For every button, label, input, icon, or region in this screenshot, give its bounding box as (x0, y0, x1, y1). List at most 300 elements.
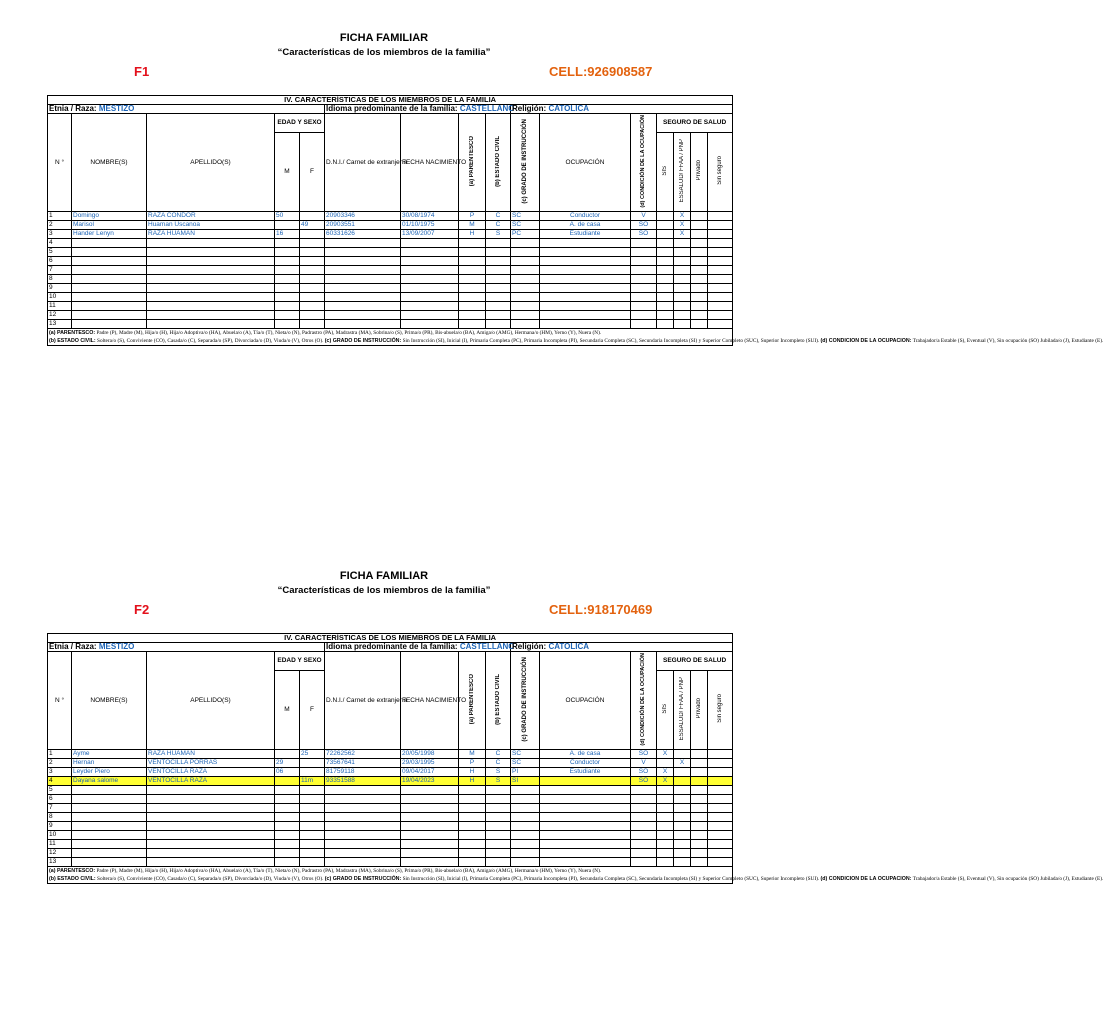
cell-apellido (147, 257, 275, 266)
cell-ess (674, 777, 691, 786)
cell-sin (708, 831, 733, 840)
cell-civ: S (486, 230, 511, 239)
cell-apellido: Huaman Uscanoa (147, 221, 275, 230)
cell-ocu (540, 831, 631, 840)
section-banner: IV. CARACTERÍSTICAS DE LOS MIEMBROS DE LA FAMILIA (48, 634, 733, 643)
cell-sis (657, 822, 674, 831)
header-sin-seguro: Sin seguro (716, 156, 723, 185)
cell-sis (657, 840, 674, 849)
cell-pri (691, 795, 708, 804)
cell-nombre: Ayme (72, 750, 147, 759)
cell-gra (511, 239, 540, 248)
cell-par (459, 822, 486, 831)
cell-par (459, 795, 486, 804)
cell-sin (708, 750, 733, 759)
cell-sis (657, 239, 674, 248)
cell-pri (691, 813, 708, 822)
cell-nombre: Marisol (72, 221, 147, 230)
cell-n: 13 (48, 320, 72, 329)
cell-cond (631, 293, 657, 302)
cell-cond (631, 858, 657, 867)
cell-gra (511, 804, 540, 813)
cell-gra: SC (511, 750, 540, 759)
cell-m (275, 822, 300, 831)
cell-par (459, 302, 486, 311)
cell-nombre: Leyder Piero (72, 768, 147, 777)
form-code: F1 (134, 64, 150, 79)
cell-cond (631, 840, 657, 849)
cell-cond (631, 786, 657, 795)
cell-n: 6 (48, 257, 72, 266)
cell-sis (657, 257, 674, 266)
cell-n: 8 (48, 275, 72, 284)
cell-dni: 60331626 (325, 230, 401, 239)
table-row (48, 212, 733, 221)
cell-sis (657, 759, 674, 768)
legend: (a) PARENTESCO: Padre (P), Madre (M), Hija/o (H), Hija/o Adoptiva/o (HA), Abuela/o (A), Tía/o (T), Nieta/o (N), Padrastro (PA), Madrastra (MA), Sobrina/o (S), Prima/o (PR), Bis-abuela/o (BA), Amiga/o (AMG), Hermana/o (HM), Yerno (Y), Nuera (N). (b) ESTADO CIVIL: Soltera/o (S), Conviviente (CO), Casada/o (C), Separada/o (SP), Divorciada/o (D), Viuda/o (V), Otros (O). (c) GRADO DE INSTRUCCIÓN: Sin Instrucción (SI), Inicial (I), Primaria Completa (PC), Primaria Incompleta (PI), Secundaria Completa (SC), Secundaria Incompleta (SI) y Superior Completo (SUC), Superior Incompleto (SUI). (d) CONDICION DE LA OCUPACION: Trabajador/a Estable (S), Eventual (V), Sin ocupación (SO) Jubilada/o (J), Estudiante (E). (49, 868, 1103, 882)
header-dni: D.N.I./ Carnet de extranjería (325, 114, 401, 212)
cell-sin (708, 239, 733, 248)
table-row (48, 239, 733, 248)
table-row (48, 795, 733, 804)
cell-par: P (459, 759, 486, 768)
cell-dni (325, 239, 401, 248)
header-privado: Privado (695, 160, 702, 181)
cell-sis (657, 221, 674, 230)
cell-civ: S (486, 768, 511, 777)
cell-pri (691, 822, 708, 831)
cell-ess (674, 858, 691, 867)
cell-ess (674, 822, 691, 831)
cell-apellido (147, 320, 275, 329)
header-parentesco: (a) PARENTESCO (468, 673, 475, 725)
cell-sis (657, 813, 674, 822)
cell-pri (691, 777, 708, 786)
cell-ocu (540, 840, 631, 849)
cell-apellido (147, 275, 275, 284)
cell-pri (691, 239, 708, 248)
cell-civ: C (486, 759, 511, 768)
cell-ess: X (674, 221, 691, 230)
cell-ocu: A. de casa (540, 750, 631, 759)
cell-sis: X (657, 750, 674, 759)
cell-civ (486, 831, 511, 840)
cell-f (300, 768, 325, 777)
cell-dni (325, 293, 401, 302)
cell-gra (511, 858, 540, 867)
cell-f (300, 813, 325, 822)
cell-fecha (401, 858, 459, 867)
cell-par: H (459, 230, 486, 239)
cell-gra (511, 822, 540, 831)
cell-dni (325, 320, 401, 329)
members-table (47, 95, 1103, 346)
form-subtitle: “Características de los miembros de la familia” (277, 47, 491, 58)
cell-par (459, 275, 486, 284)
cell-civ: C (486, 750, 511, 759)
cell-fecha (401, 257, 459, 266)
cell-ess (674, 311, 691, 320)
cell-gra: SI (511, 777, 540, 786)
header-essalud: ESSALUD/ FFAA / PNP (678, 138, 685, 203)
cell-sin (708, 804, 733, 813)
cell-pri (691, 311, 708, 320)
cell-ocu (540, 813, 631, 822)
idioma-field: Idioma predominante de la familia: CASTELLANO (326, 642, 515, 651)
cell-nombre (72, 858, 147, 867)
header-n: N ° (48, 114, 72, 212)
cell-f (300, 849, 325, 858)
cell-apellido: RAZA CONDOR (147, 212, 275, 221)
cell-m (275, 849, 300, 858)
table-row (48, 293, 733, 302)
religion-field: Religión: CATOLICA (511, 643, 733, 652)
cell-nombre (72, 822, 147, 831)
cell-dni: 81759118 (325, 768, 401, 777)
cell-sis: X (657, 768, 674, 777)
idioma-value: CASTELLANO (459, 642, 515, 651)
cell-apellido: VENTOCILLA RAZA (147, 768, 275, 777)
cell-cond (631, 822, 657, 831)
cell-gra (511, 248, 540, 257)
cell-ess (674, 275, 691, 284)
cell-m (275, 804, 300, 813)
cell-sin (708, 813, 733, 822)
cell-par (459, 248, 486, 257)
cell-ess (674, 786, 691, 795)
cell-par (459, 786, 486, 795)
cell-par (459, 266, 486, 275)
cell-ess (674, 284, 691, 293)
cell-ocu (540, 849, 631, 858)
religion-value: CATOLICA (548, 104, 590, 113)
cell-f (300, 786, 325, 795)
cell-n: 11 (48, 302, 72, 311)
cell-sin (708, 302, 733, 311)
cell-n: 13 (48, 858, 72, 867)
cell-ess (674, 320, 691, 329)
cell-cond (631, 257, 657, 266)
header-condicion: (d) CONDICIÓN DE LA OCUPACIÓN (640, 114, 646, 208)
cell-m (275, 858, 300, 867)
cell-sis (657, 804, 674, 813)
cell-sis (657, 302, 674, 311)
cell-ocu (540, 804, 631, 813)
cell-f (300, 320, 325, 329)
cell-f (300, 212, 325, 221)
cell-n: 8 (48, 813, 72, 822)
cell-civ (486, 320, 511, 329)
cell-sin (708, 293, 733, 302)
cell-fecha: 09/04/2017 (401, 768, 459, 777)
cell-sis (657, 849, 674, 858)
cell-apellido: RAZA HUAMAN (147, 750, 275, 759)
header-privado: Privado (695, 698, 702, 719)
cell-sin (708, 849, 733, 858)
cell-ess (674, 248, 691, 257)
etnia-field: Etnia / Raza: MESTIZO (48, 643, 325, 652)
header-ocupacion: OCUPACIÓN (540, 652, 631, 750)
cell-gra (511, 831, 540, 840)
cell-f (300, 275, 325, 284)
table-row (48, 759, 733, 768)
cell-nombre (72, 786, 147, 795)
cell-pri (691, 804, 708, 813)
table-row (48, 266, 733, 275)
cell-gra (511, 311, 540, 320)
cell-sis (657, 230, 674, 239)
cell-n: 5 (48, 248, 72, 257)
header-seguro: SEGURO DE SALUD (657, 652, 733, 671)
cell-par (459, 804, 486, 813)
cell-ess: X (674, 230, 691, 239)
cell-civ (486, 302, 511, 311)
cell-f (300, 230, 325, 239)
cell-sin (708, 311, 733, 320)
idioma-field: Idioma predominante de la familia: CASTELLANO (326, 104, 515, 113)
cell-nombre (72, 248, 147, 257)
members-table (47, 633, 1103, 884)
cell-ess (674, 302, 691, 311)
cell-civ (486, 840, 511, 849)
cell-sis (657, 311, 674, 320)
cell-par (459, 293, 486, 302)
cell-sin (708, 257, 733, 266)
cell-par (459, 320, 486, 329)
cell-fecha (401, 804, 459, 813)
cell-dni (325, 831, 401, 840)
cell-civ (486, 849, 511, 858)
cell-sis (657, 831, 674, 840)
cell-cond (631, 320, 657, 329)
cell-m (275, 831, 300, 840)
cell-sis (657, 320, 674, 329)
cell-dni: 73567641 (325, 759, 401, 768)
cell-gra (511, 266, 540, 275)
header-sin-seguro: Sin seguro (716, 694, 723, 723)
form-subtitle: “Características de los miembros de la familia” (277, 585, 491, 596)
cell-ocu (540, 777, 631, 786)
cell-sis (657, 284, 674, 293)
cell-n: 7 (48, 804, 72, 813)
cell-nombre (72, 257, 147, 266)
cell-gra: SC (511, 212, 540, 221)
cell-ocu (540, 275, 631, 284)
cell-gra (511, 293, 540, 302)
header-m: M (275, 133, 300, 212)
cell-ocu: A. de casa (540, 221, 631, 230)
cell-fecha (401, 795, 459, 804)
cell-ocu (540, 257, 631, 266)
cell-apellido (147, 293, 275, 302)
cell-f (300, 759, 325, 768)
cell-sis (657, 248, 674, 257)
cell-sin (708, 759, 733, 768)
header-apellido: APELLIDO(S) (147, 114, 275, 212)
cell-sis (657, 795, 674, 804)
header-nombre: NOMBRE(S) (72, 114, 147, 212)
cell-dni (325, 302, 401, 311)
cell-dni (325, 284, 401, 293)
cell-pri (691, 275, 708, 284)
cell-ocu (540, 311, 631, 320)
cell-dni (325, 266, 401, 275)
form-title: FICHA FAMILIAR (339, 570, 429, 582)
cell-ocu (540, 858, 631, 867)
header-estado-civil: (b) ESTADO CIVIL (494, 673, 501, 725)
cell-dni (325, 858, 401, 867)
cell-ess (674, 239, 691, 248)
cell-dni (325, 257, 401, 266)
cell-dni (325, 795, 401, 804)
cell-sin (708, 768, 733, 777)
cell-f (300, 840, 325, 849)
cell-gra (511, 849, 540, 858)
cell-ess (674, 840, 691, 849)
cell-fecha: 20/05/1998 (401, 750, 459, 759)
cell-cond: V (631, 759, 657, 768)
cell-nombre (72, 795, 147, 804)
cell-ocu: Conductor (540, 759, 631, 768)
cell-cond: SO (631, 777, 657, 786)
cell-pri (691, 230, 708, 239)
cell-civ (486, 804, 511, 813)
cell-nombre: Dayana salome (72, 777, 147, 786)
cell-sin (708, 777, 733, 786)
header-condicion: (d) CONDICIÓN DE LA OCUPACIÓN (640, 652, 646, 746)
cell-m (275, 275, 300, 284)
legend: (a) PARENTESCO: Padre (P), Madre (M), Hija/o (H), Hija/o Adoptiva/o (HA), Abuela/o (A), Tía/o (T), Nieta/o (N), Padrastro (PA), Madrastra (MA), Sobrina/o (S), Prima/o (PR), Bis-abuela/o (BA), Amiga/o (AMG), Hermana/o (HM), Yerno (Y), Nuera (N). (b) ESTADO CIVIL: Soltera/o (S), Conviviente (CO), Casada/o (C), Separada/o (SP), Divorciada/o (D), Viuda/o (V), Otros (O). (c) GRADO DE INSTRUCCIÓN: Sin Instrucción (SI), Inicial (I), Primaria Completa (PC), Primaria Incompleta (PI), Secundaria Completa (SC), Secundaria Incompleta (SI) y Superior Completo (SUC), Superior Incompleto (SUI). (d) CONDICION DE LA OCUPACION: Trabajador/a Estable (S), Eventual (V), Sin ocupación (SO) Jubilada/o (J), Estudiante (E). (49, 330, 1103, 344)
cell-dni: 93351588 (325, 777, 401, 786)
cell-fecha: 19/04/2023 (401, 777, 459, 786)
cell-gra (511, 813, 540, 822)
cell-ocu (540, 302, 631, 311)
cell-cond (631, 266, 657, 275)
cell-n: 9 (48, 822, 72, 831)
idioma-value: CASTELLANO (459, 104, 515, 113)
cell-cond (631, 813, 657, 822)
cell-par: H (459, 768, 486, 777)
cell-n: 2 (48, 221, 72, 230)
cell-nombre (72, 266, 147, 275)
cell-m (275, 840, 300, 849)
cell-civ (486, 858, 511, 867)
cell-pri (691, 248, 708, 257)
cell-gra: SC (511, 221, 540, 230)
table-row (48, 257, 733, 266)
cell-f (300, 248, 325, 257)
cell-nombre (72, 804, 147, 813)
cell-f (300, 293, 325, 302)
cell-fecha (401, 275, 459, 284)
cell-m (275, 750, 300, 759)
cell-apellido (147, 831, 275, 840)
header-essalud: ESSALUD/ FFAA / PNP (678, 676, 685, 741)
cell-gra (511, 320, 540, 329)
cell-f (300, 831, 325, 840)
cell-fecha (401, 284, 459, 293)
cell-dni (325, 275, 401, 284)
cell-par (459, 284, 486, 293)
cell-fecha (401, 840, 459, 849)
cell-nombre (72, 320, 147, 329)
cell-civ: C (486, 221, 511, 230)
cell-m (275, 284, 300, 293)
header-m: M (275, 671, 300, 750)
cell-m: 29 (275, 759, 300, 768)
cell-gra (511, 302, 540, 311)
cell-pri (691, 266, 708, 275)
cell-n: 9 (48, 284, 72, 293)
cell-cond (631, 248, 657, 257)
cell-n: 3 (48, 230, 72, 239)
cell-nombre (72, 239, 147, 248)
cell-ocu (540, 795, 631, 804)
cell-m (275, 239, 300, 248)
cell-gra: PC (511, 230, 540, 239)
cell-m: 16 (275, 230, 300, 239)
cell-m (275, 257, 300, 266)
cell-cond (631, 275, 657, 284)
cell-apellido: VENTOCILLA RAZA (147, 777, 275, 786)
table-row (48, 822, 733, 831)
cell-n: 11 (48, 840, 72, 849)
header-sis: SIS (661, 703, 668, 714)
cell-apellido (147, 849, 275, 858)
cell-apellido (147, 858, 275, 867)
cell-cond (631, 239, 657, 248)
cell-apellido (147, 302, 275, 311)
cell-ess (674, 849, 691, 858)
cell-dni: 20903551 (325, 221, 401, 230)
cell-cond (631, 311, 657, 320)
table-row (48, 858, 733, 867)
cell-gra (511, 795, 540, 804)
cell-sis (657, 212, 674, 221)
cell-civ: S (486, 777, 511, 786)
cell-f (300, 239, 325, 248)
header-estado-civil: (b) ESTADO CIVIL (494, 135, 501, 187)
cell-f: 11m (300, 777, 325, 786)
cell-sin (708, 795, 733, 804)
cell-civ (486, 795, 511, 804)
cell-ess (674, 831, 691, 840)
cell-gra (511, 275, 540, 284)
cell-pri (691, 849, 708, 858)
cell-ocu (540, 822, 631, 831)
cell-cond (631, 284, 657, 293)
cell-m (275, 311, 300, 320)
cell-gra (511, 284, 540, 293)
cell-n: 5 (48, 786, 72, 795)
cell-gra: PI (511, 768, 540, 777)
cell-fecha (401, 786, 459, 795)
cell-fecha (401, 849, 459, 858)
cell-fecha (401, 302, 459, 311)
table-row (48, 230, 733, 239)
cell-n: 4 (48, 239, 72, 248)
header-f: F (300, 671, 325, 750)
cell-fecha (401, 266, 459, 275)
cell-f (300, 302, 325, 311)
table-row (48, 248, 733, 257)
cell-par (459, 239, 486, 248)
cell-fecha: 30/08/1974 (401, 212, 459, 221)
header-fecha: FECHA NACIMIENTO (401, 114, 459, 212)
cell-apellido (147, 239, 275, 248)
cell-sin (708, 275, 733, 284)
cell-sis: X (657, 777, 674, 786)
